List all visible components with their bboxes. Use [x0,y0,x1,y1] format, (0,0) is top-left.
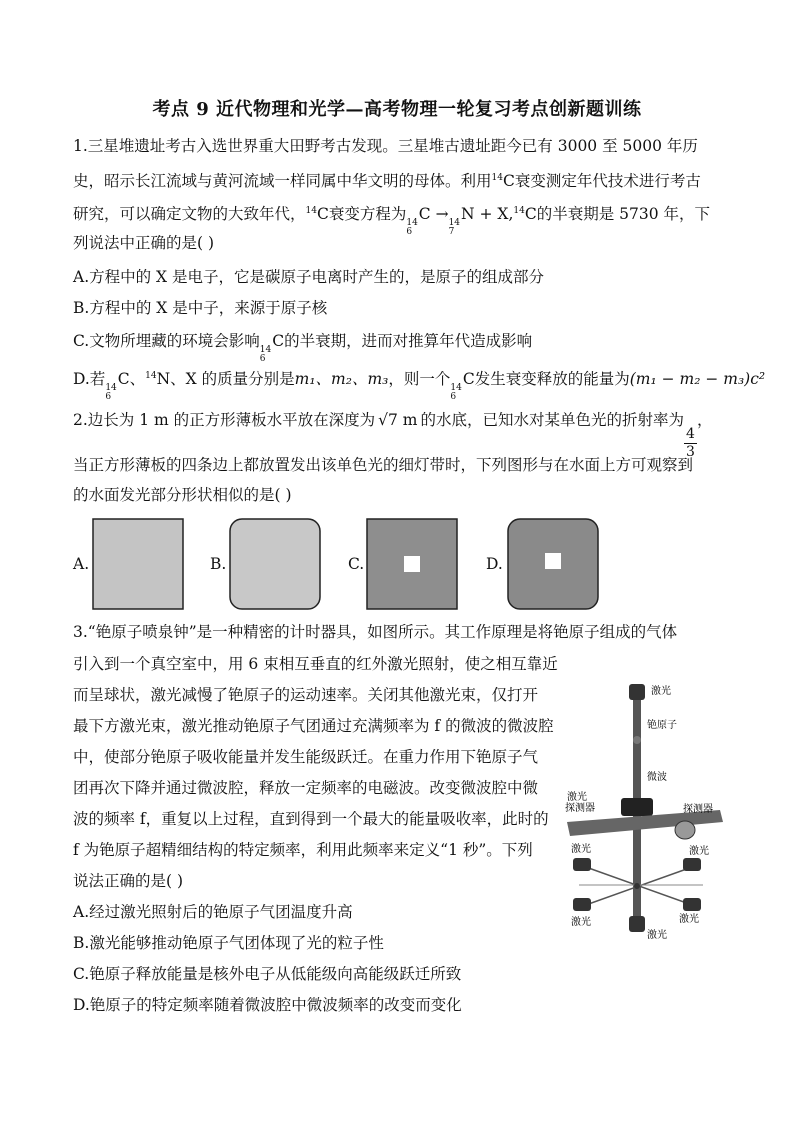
q3-line2: 引入到一个真空室中，用 6 束相互垂直的红外激光照射，使之相互靠近 [73,655,558,673]
label-laser-r2: 激光 [679,914,699,925]
laser-right-1-icon [683,858,701,871]
q1-option-b: B.方程中的 X 是中子，来源于原子核 [73,299,328,317]
iso-stack: 14 6 [406,218,418,238]
q3-line9: 说法正确的是( ) [73,872,184,890]
fraction: $\frac{4}{3}$ [686,426,695,460]
q1-line4: 列说法中正确的是( ) [73,234,215,252]
mass-list: m₁、m₂、m₃ [294,370,389,389]
cesium-ball [633,736,641,744]
label-microwave: 微波 [647,772,667,783]
label-laser-top: 激光 [651,686,671,697]
detector-icon [675,821,695,839]
q3-line1: 3.“铯原子喷泉钟”是一种精密的计时器具，如图所示。其工作原理是将铯原子组成的气体 [73,623,678,641]
cesium-fountain-figure [565,680,725,940]
laser-left-1-icon [573,858,591,871]
iso-stack: 14 7 [448,218,461,238]
q1-text: 研究，可以确定文物的大致年代， [73,205,306,224]
q2-option-d-figure [507,518,599,610]
q3-line6: 团再次下降并通过微波腔，释放一定频率的电磁波。改变微波腔中微 [73,779,539,797]
laser-top-icon [629,684,645,700]
q1-text: C → [418,205,449,224]
q3-line3: 而呈球状，激光减慢了铯原子的运动速率。关闭其他激光束，仅打开 [73,686,539,704]
label-laser-l2: 激光 [571,917,591,928]
label-laser-l1: 激光 [571,844,591,855]
laser-right-2-icon [683,898,701,911]
q2-option-b-label: B. [210,555,227,573]
q2-option-b-figure [229,518,321,610]
q2-option-c-label: C. [348,555,365,573]
q1-text: N + X, [461,205,514,224]
q2-option-a-figure [92,518,184,610]
q1-line3 [73,201,710,237]
iso-mass: 14 [491,173,503,183]
q1-text: C衰变方程为 [316,205,407,224]
q2-line2: 当正方形薄板的四条边上都放置发出该单色光的细灯带时，下列图形与在水面上方可观察到 [73,456,694,474]
q2-option-c-figure [366,518,458,610]
q3-option-d: D.铯原子的特定频率随着微波腔中微波频率的改变而变化 [73,996,462,1014]
q2-line3: 的水面发光部分形状相似的是( ) [73,486,292,504]
energy-formula: (m₁ − m₂ − m₃)c² [629,370,766,389]
q3-line7: 波的频率 f，重复以上过程，直到得到一个最大的能量吸收率，此时的 [73,810,549,828]
q1-text: C衰变测定年代技术进行考古 [502,172,701,191]
q3-line8: f 为铯原子超精细结构的特定频率，利用此频率来定义“1 秒”。下列 [73,841,533,859]
q1-option-d: D.若 14 6 C、$^{14}$N、X 的质量分别是m₁、m₂、m₃，则一个 14 6 C发生衰变释放的能量为(m₁ − m₂ − m₃)c² [73,370,766,403]
q3-option-b: B.激光能够推动铯原子气团体现了光的粒子性 [73,934,384,952]
q2-option-a-label: A. [73,555,90,573]
q1-text: C的半衰期是 5730 年，下 [524,205,711,224]
label-laser-bottom: 激光 [647,930,667,940]
q1-option-c: C.文物所埋藏的环境会影响 14 6 C的半衰期，进而对推算年代造成影响 [73,332,533,364]
iso-stack: 14 6 [105,383,117,403]
q1-option-a: A.方程中的 X 是电子，它是碳原子电离时产生的，是原子的组成部分 [73,268,545,286]
laser-bottom-icon [629,916,645,932]
label-cesium: 铯原子 [647,720,677,731]
iso-mass: 14 [305,206,317,216]
laser-left-2-icon [573,898,591,911]
q1-line2 [73,168,701,191]
page-title: 考点 9 近代物理和光学—高考物理一轮复习考点创新题训练 [152,99,642,120]
q1-text: 史，昭示长江流域与黄河流域一样同属中华文明的母体。利用 [73,172,492,191]
label-laser-detector-1: 激光 [567,792,587,803]
label-laser-detector-2: 探测器 [565,803,595,814]
cesium-cloud [634,883,640,889]
q3-line5: 中，使部分铯原子吸收能量并发生能级跃迁。在重力作用下铯原子气 [73,748,539,766]
q1-line1: 1.三星堆遗址考古入选世界重大田野考古发现。三星堆古遗址距今已有 3000 至 5000 年历 [73,137,698,155]
q3-line4: 最下方激光束，激光推动铯原子气团通过充满频率为 f 的微波的微波腔 [73,717,554,735]
q2-option-d-label: D. [486,555,503,573]
label-detector: 探测器 [683,804,713,815]
microwave-cavity [621,798,653,816]
q3-option-c: C.铯原子释放能量是核外电子从低能级向高能级跃迁所致 [73,965,462,983]
iso-mass: 14 [513,206,525,216]
sqrt-7: √7 m [378,411,418,429]
label-laser-r1: 激光 [689,846,709,857]
iso-stack: 14 6 [259,345,272,364]
q3-option-a: A.经过激光照射后的铯原子气团温度升高 [73,903,353,921]
q2-line1: 2.边长为 1 m 的正方形薄板水平放在深度为 √7 m 的水底，已知水对某单色光的折射率为 $\frac{4}{3}$ ， [73,411,713,460]
iso-stack: 14 6 [450,383,462,403]
